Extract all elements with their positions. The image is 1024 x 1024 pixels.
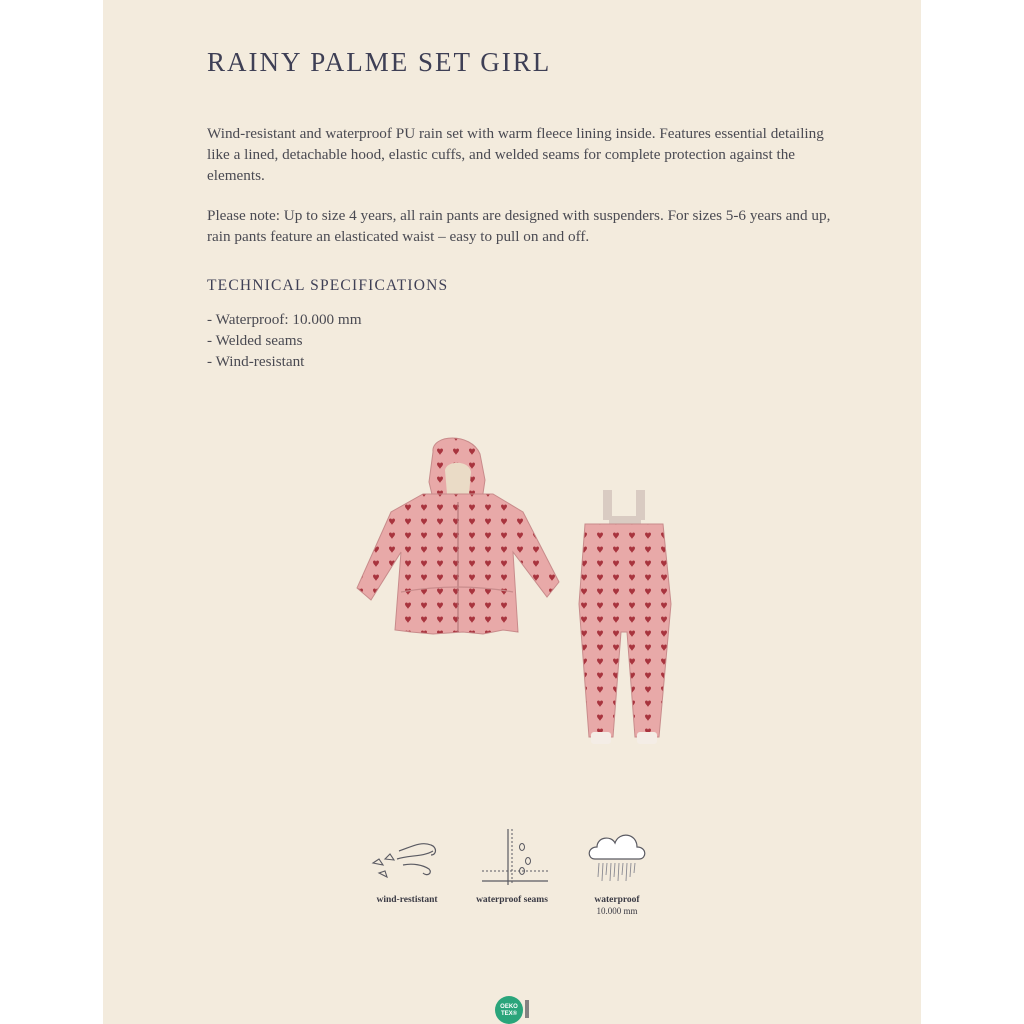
specs-list <box>207 309 362 372</box>
feature-waterproof <box>562 825 672 916</box>
spec-item: - Welded seams <box>207 332 303 349</box>
svg-text:OEKO: OEKO <box>500 1004 518 1010</box>
wind-icon <box>367 825 447 887</box>
specs-heading: TECHNICAL SPECIFICATIONS <box>207 277 449 294</box>
feature-seams <box>457 825 567 905</box>
rain-pants <box>579 490 671 744</box>
spec-item: - Waterproof: 10.000 mm <box>207 311 362 328</box>
feature-sublabel: 10.000 mm <box>596 906 638 916</box>
feature-wind <box>352 825 462 905</box>
feature-label: waterproof seams <box>476 895 548 905</box>
feature-label: waterproof <box>594 895 640 905</box>
product-description: Wind-resistant and waterproof PU rain set with warm fleece lining inside. Features essential detailing like a lined, detachable hood, elastic cuffs, and welded seams for complete protection against the elements. <box>207 125 824 184</box>
jacket <box>357 438 559 634</box>
spec-item: - Wind-resistant <box>207 353 305 370</box>
product-sheet <box>103 0 921 1024</box>
product-note: Please note: Up to size 4 years, all rain pants are designed with suspenders. For sizes 5-6 years and up, rain pants feature an elasticated waist – easy to pull on and off. <box>207 207 831 245</box>
oeko-tex-logo <box>489 990 539 1024</box>
product-image <box>353 432 683 762</box>
seam-icon <box>472 825 552 887</box>
page-title: RAINY PALME SET GIRL <box>207 47 552 77</box>
rain-cloud-icon <box>577 825 657 887</box>
svg-text:TEX®: TEX® <box>500 1011 518 1017</box>
feature-label: wind-restistant <box>376 895 438 905</box>
